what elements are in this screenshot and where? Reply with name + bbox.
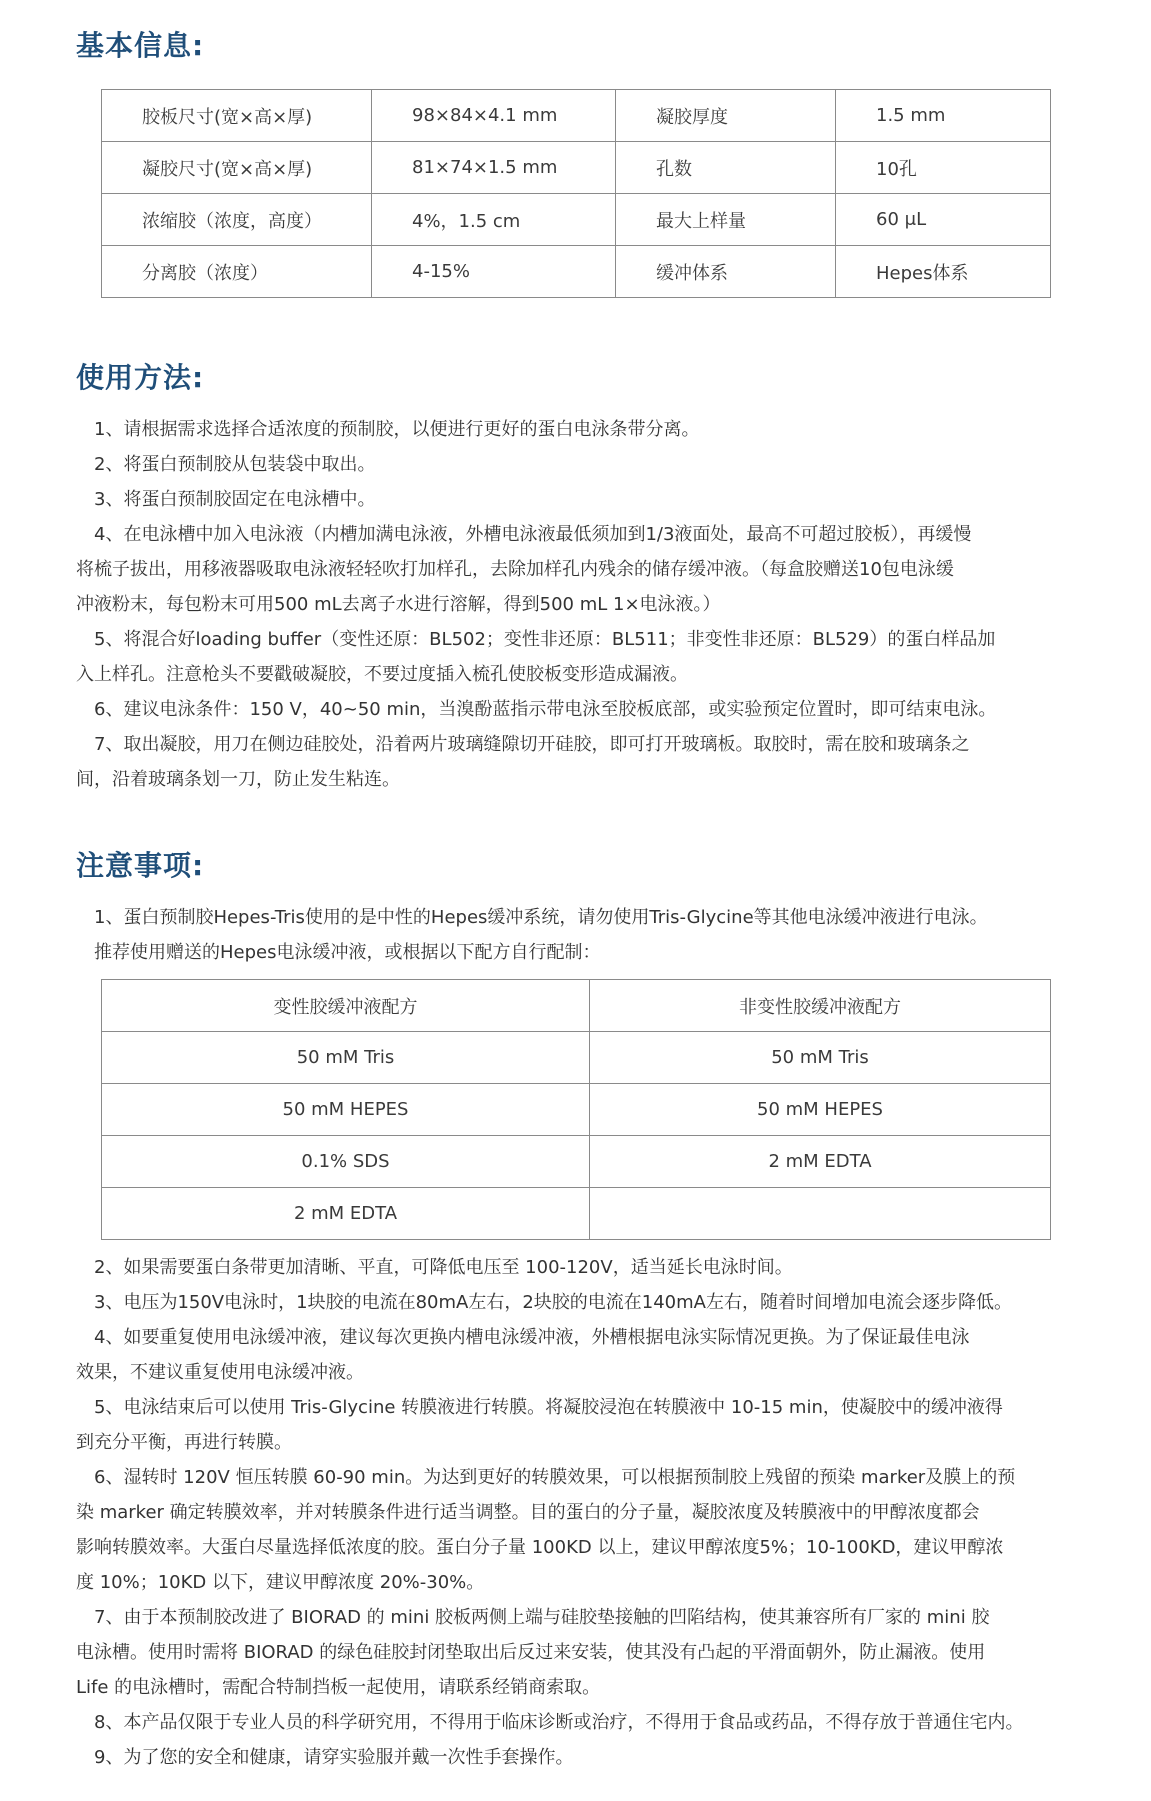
notes-intro bbox=[76, 900, 1080, 970]
table-cell: 60 μL bbox=[836, 194, 1051, 246]
notes-line: 到充分平衡，再进行转膜。 bbox=[76, 1432, 292, 1453]
notes-line: 1、蛋白预制胶Hepes-Tris使用的是中性的Hepes缓冲系统，请勿使用Tris-Glycine等其他电泳缓冲液进行电泳。 bbox=[94, 907, 988, 928]
table-cell: Hepes体系 bbox=[836, 246, 1051, 298]
notes-line: 9、为了您的安全和健康，请穿实验服并戴一次性手套操作。 bbox=[94, 1747, 574, 1768]
notes-line: Life 的电泳槽时，需配合特制挡板一起使用，请联系经销商索取。 bbox=[76, 1677, 601, 1698]
table-cell: 2 mM EDTA bbox=[102, 1188, 590, 1240]
usage-line: 3、将蛋白预制胶固定在电泳槽中。 bbox=[94, 489, 376, 510]
buffer-recipe-table bbox=[101, 979, 1051, 1240]
table-cell: 81×74×1.5 mm bbox=[372, 142, 616, 194]
basic-info-table bbox=[101, 89, 1051, 298]
notes-list bbox=[76, 1250, 1080, 1775]
usage-steps bbox=[76, 412, 1080, 797]
table-cell: 98×84×4.1 mm bbox=[372, 90, 616, 142]
notes-line: 4、如要重复使用电泳缓冲液，建议每次更换内槽电泳缓冲液，外槽根据电泳实际情况更换。为了保证最佳电泳 bbox=[94, 1327, 970, 1348]
usage-line: 5、将混合好loading buffer（变性还原：BL502；变性非还原：BL511；非变性非还原：BL529）的蛋白样品加 bbox=[94, 629, 996, 650]
usage-line: 间，沿着玻璃条划一刀，防止发生粘连。 bbox=[76, 769, 400, 790]
table-cell: 4-15% bbox=[372, 246, 616, 298]
table-row bbox=[102, 1136, 1051, 1188]
basic-info-title: 基本信息: bbox=[76, 29, 205, 62]
table-row bbox=[102, 1188, 1051, 1240]
table-cell: 4%，1.5 cm bbox=[372, 194, 616, 246]
table-row bbox=[102, 142, 1051, 194]
usage-title: 使用方法: bbox=[76, 361, 205, 394]
table-header-row bbox=[102, 980, 1051, 1032]
table-header-cell: 非变性胶缓冲液配方 bbox=[590, 980, 1051, 1032]
table-cell: 浓缩胶（浓度，高度） bbox=[102, 194, 372, 246]
usage-line: 7、取出凝胶，用刀在侧边硅胶处，沿着两片玻璃缝隙切开硅胶，即可打开玻璃板。取胶时，需在胶和玻璃条之 bbox=[94, 734, 970, 755]
notes-line: 7、由于本预制胶改进了 BIORAD 的 mini 胶板两侧上端与硅胶垫接触的凹陷结构，使其兼容所有厂家的 mini 胶 bbox=[94, 1607, 990, 1628]
table-cell: 50 mM Tris bbox=[102, 1032, 590, 1084]
table-row bbox=[102, 1084, 1051, 1136]
table-cell bbox=[590, 1188, 1051, 1240]
table-cell: 10孔 bbox=[836, 142, 1051, 194]
usage-line: 将梳子拔出，用移液器吸取电泳液轻轻吹打加样孔，去除加样孔内残余的储存缓冲液。（每盒胶赠送10包电泳缓 bbox=[76, 559, 954, 580]
table-cell: 50 mM HEPES bbox=[102, 1084, 590, 1136]
table-cell: 凝胶厚度 bbox=[616, 90, 836, 142]
notes-title: 注意事项: bbox=[76, 849, 205, 882]
table-cell: 孔数 bbox=[616, 142, 836, 194]
table-cell: 凝胶尺寸(宽×高×厚) bbox=[102, 142, 372, 194]
table-header-cell: 变性胶缓冲液配方 bbox=[102, 980, 590, 1032]
usage-line: 入上样孔。注意枪头不要戳破凝胶，不要过度插入梳孔使胶板变形造成漏液。 bbox=[76, 664, 688, 685]
table-cell: 1.5 mm bbox=[836, 90, 1051, 142]
table-row bbox=[102, 246, 1051, 298]
notes-line: 推荐使用赠送的Hepes电泳缓冲液，或根据以下配方自行配制： bbox=[94, 942, 601, 963]
table-cell: 2 mM EDTA bbox=[590, 1136, 1051, 1188]
usage-line: 6、建议电泳条件：150 V，40~50 min，当溴酚蓝指示带电泳至胶板底部，或实验预定位置时，即可结束电泳。 bbox=[94, 699, 997, 720]
table-cell: 50 mM HEPES bbox=[590, 1084, 1051, 1136]
table-row bbox=[102, 1032, 1051, 1084]
notes-line: 5、电泳结束后可以使用 Tris-Glycine 转膜液进行转膜。将凝胶浸泡在转膜液中 10-15 min，使凝胶中的缓冲液得 bbox=[94, 1397, 1003, 1418]
notes-line: 染 marker 确定转膜效率，并对转膜条件进行适当调整。目的蛋白的分子量，凝胶浓度及转膜液中的甲醇浓度都会 bbox=[76, 1502, 980, 1523]
usage-line: 4、在电泳槽中加入电泳液（内槽加满电泳液，外槽电泳液最低须加到1/3液面处，最高不可超过胶板），再缓慢 bbox=[94, 524, 972, 545]
table-cell: 0.1% SDS bbox=[102, 1136, 590, 1188]
notes-line: 度 10%；10KD 以下，建议甲醇浓度 20%-30%。 bbox=[76, 1572, 485, 1593]
table-row bbox=[102, 194, 1051, 246]
notes-line: 影响转膜效率。大蛋白尽量选择低浓度的胶。蛋白分子量 100KD 以上，建议甲醇浓度5%；10-100KD，建议甲醇浓 bbox=[76, 1537, 1004, 1558]
notes-line: 8、本产品仅限于专业人员的科学研究用，不得用于临床诊断或治疗，不得用于食品或药品，不得存放于普通住宅内。 bbox=[94, 1712, 1024, 1733]
notes-line: 3、电压为150V电泳时，1块胶的电流在80mA左右，2块胶的电流在140mA左右，随着时间增加电流会逐步降低。 bbox=[94, 1292, 1012, 1313]
table-cell: 胶板尺寸(宽×高×厚) bbox=[102, 90, 372, 142]
table-row bbox=[102, 90, 1051, 142]
table-cell: 50 mM Tris bbox=[590, 1032, 1051, 1084]
table-cell: 最大上样量 bbox=[616, 194, 836, 246]
notes-line: 2、如果需要蛋白条带更加清晰、平直，可降低电压至 100-120V，适当延长电泳时间。 bbox=[94, 1257, 793, 1278]
usage-line: 1、请根据需求选择合适浓度的预制胶，以便进行更好的蛋白电泳条带分离。 bbox=[94, 419, 700, 440]
table-cell: 分离胶（浓度） bbox=[102, 246, 372, 298]
table-cell: 缓冲体系 bbox=[616, 246, 836, 298]
notes-line: 电泳槽。使用时需将 BIORAD 的绿色硅胶封闭垫取出后反过来安装，使其没有凸起的平滑面朝外，防止漏液。使用 bbox=[76, 1642, 986, 1663]
usage-line: 冲液粉末，每包粉末可用500 mL去离子水进行溶解，得到500 mL 1×电泳液。） bbox=[76, 594, 721, 615]
usage-line: 2、将蛋白预制胶从包装袋中取出。 bbox=[94, 454, 376, 475]
notes-line: 效果，不建议重复使用电泳缓冲液。 bbox=[76, 1362, 364, 1383]
notes-line: 6、湿转时 120V 恒压转膜 60-90 min。为达到更好的转膜效果，可以根据预制胶上残留的预染 marker及膜上的预 bbox=[94, 1467, 1016, 1488]
